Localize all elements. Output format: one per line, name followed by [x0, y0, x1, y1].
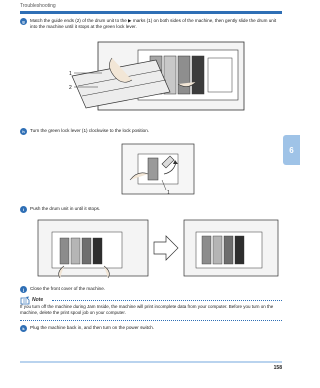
step-j [20, 286, 282, 294]
drum-insert-illustration [58, 36, 248, 116]
step-number: i [20, 206, 27, 213]
note-label: Note [32, 297, 44, 303]
step-k [20, 325, 282, 333]
lock-lever-illustration [118, 140, 198, 198]
step-text: Match the guide ends (2) of the drum unit to the ▶ marks (1) on both sides of the machine, then gently slide the drum unit into the machine until it stops at the green lock lever. [30, 18, 277, 29]
step-text: Plug the machine back in, and then turn on the power switch. [30, 325, 155, 330]
note-text: If you turn off the machine during Jam Inside, the machine will print incomplete data from your computer. Before you turn on the machine, delete the print spool job on your computer. [20, 304, 274, 315]
step-number: j [20, 286, 27, 293]
step-h [20, 128, 282, 136]
step-g [20, 18, 282, 32]
note-divider-bottom [20, 320, 282, 321]
page-number: 158 [273, 365, 282, 371]
step-text: Close the front cover of the machine. [30, 286, 106, 291]
step-text: Turn the green lock lever (1) clockwise to the lock position. [30, 128, 150, 133]
chapter-tab: 6 [283, 135, 300, 165]
callout-2: 2 [69, 85, 72, 91]
callout-1: 1 [69, 71, 72, 77]
step-number: k [20, 325, 27, 332]
header-title: Troubleshooting [20, 3, 56, 9]
step-number: g [20, 18, 27, 25]
step-i [20, 206, 282, 214]
push-drum-illustration [34, 216, 282, 280]
note-divider [52, 300, 282, 301]
step-text: Push the drum unit in until it stops. [30, 206, 101, 211]
header-rule [20, 11, 282, 14]
footer-rule [20, 361, 282, 363]
arrow-right-icon [154, 236, 178, 260]
callout-1: 1 [167, 190, 170, 196]
step-number: h [20, 128, 27, 135]
